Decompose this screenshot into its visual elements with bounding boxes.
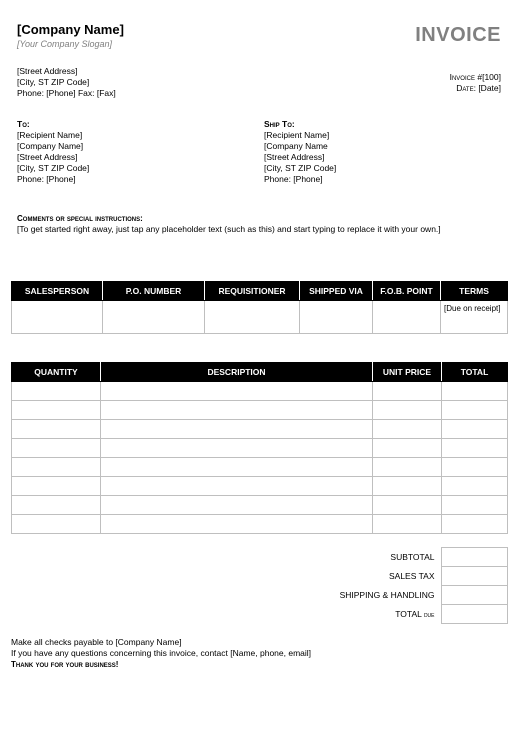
shipping-label: SHIPPING & HANDLING: [339, 590, 435, 600]
shipping-value[interactable]: [441, 586, 507, 605]
header-total: TOTAL: [442, 363, 508, 382]
line-total-cell[interactable]: [442, 382, 508, 401]
ship-to-phone: Phone: [Phone]: [264, 174, 323, 184]
invoice-number-line: [450, 72, 501, 83]
description-cell[interactable]: [101, 382, 373, 401]
description-cell[interactable]: [101, 401, 373, 420]
header-fob-point: F.O.B. POINT: [373, 282, 441, 301]
totals-table: [11, 547, 508, 624]
unit-price-cell[interactable]: [373, 439, 442, 458]
description-cell[interactable]: [101, 458, 373, 477]
item-row: [12, 458, 508, 477]
header-quantity: QUANTITY: [12, 363, 101, 382]
ship-to-city: [City, ST ZIP Code]: [264, 163, 337, 173]
line-total-cell[interactable]: [442, 439, 508, 458]
description-cell[interactable]: [101, 420, 373, 439]
quantity-cell[interactable]: [12, 420, 101, 439]
footer-thank-you: Thank you for your business!: [11, 660, 119, 669]
unit-price-cell[interactable]: [373, 382, 442, 401]
line-total-cell[interactable]: [442, 458, 508, 477]
bill-to-city: [City, ST ZIP Code]: [17, 163, 90, 173]
bill-to-label: To:: [17, 119, 30, 129]
quantity-cell[interactable]: [12, 439, 101, 458]
header-description: DESCRIPTION: [101, 363, 373, 382]
shipping-row: [11, 586, 507, 605]
unit-price-cell[interactable]: [373, 401, 442, 420]
line-total-cell[interactable]: [442, 477, 508, 496]
description-cell[interactable]: [101, 496, 373, 515]
bill-to-street: [Street Address]: [17, 152, 78, 162]
unit-price-cell[interactable]: [373, 496, 442, 515]
line-total-cell[interactable]: [442, 496, 508, 515]
invoice-date-label: Date:: [456, 83, 476, 93]
bill-to-recipient: [Recipient Name]: [17, 130, 83, 140]
bill-to-phone: Phone: [Phone]: [17, 174, 76, 184]
address-phone: Phone: [Phone] Fax: [Fax]: [17, 88, 116, 98]
description-cell[interactable]: [101, 515, 373, 534]
unit-price-cell[interactable]: [373, 477, 442, 496]
line-items-table: [11, 362, 508, 534]
line-total-cell[interactable]: [442, 515, 508, 534]
address-city: [City, ST ZIP Code]: [17, 77, 90, 87]
address-street: [Street Address]: [17, 66, 78, 76]
description-cell[interactable]: [101, 439, 373, 458]
items-header-row: [12, 363, 508, 382]
header-po-number: P.O. NUMBER: [103, 282, 205, 301]
total-due-suffix: due: [423, 612, 435, 619]
item-row: [12, 515, 508, 534]
header-unit-price: UNIT PRICE: [373, 363, 442, 382]
quantity-cell[interactable]: [12, 458, 101, 477]
total-due-row: [11, 605, 507, 624]
subtotal-label: SUBTOTAL: [390, 552, 435, 562]
header-terms: TERMS: [441, 282, 508, 301]
invoice-number[interactable]: #[100]: [477, 72, 501, 82]
description-cell[interactable]: [101, 477, 373, 496]
salesperson-cell[interactable]: [12, 301, 103, 334]
comments-block[interactable]: [17, 213, 441, 235]
invoice-meta: [450, 72, 501, 94]
invoice-title: INVOICE: [415, 24, 501, 46]
quantity-cell[interactable]: [12, 401, 101, 420]
sales-tax-value[interactable]: [441, 567, 507, 586]
quantity-cell[interactable]: [12, 496, 101, 515]
company-address[interactable]: [17, 66, 116, 99]
fob-point-cell[interactable]: [373, 301, 441, 334]
line-total-cell[interactable]: [442, 420, 508, 439]
subtotal-row: [11, 548, 507, 567]
bill-to-block[interactable]: [17, 119, 89, 185]
order-header-row: [12, 282, 508, 301]
sales-tax-label: SALES TAX: [388, 571, 435, 581]
footer-contact: If you have any questions concerning this invoice, contact [Name, phone, email]: [11, 648, 312, 658]
unit-price-cell[interactable]: [373, 458, 442, 477]
requisitioner-cell[interactable]: [205, 301, 300, 334]
footer-checks-payable: Make all checks payable to [Company Name]: [11, 637, 182, 647]
invoice-number-label: Invoice: [449, 72, 475, 82]
ship-to-recipient: [Recipient Name]: [264, 130, 330, 140]
total-label: TOTAL: [395, 609, 422, 619]
comments-text: [To get started right away, just tap any placeholder text (such as this) and start typing to replace it with your own.]: [17, 224, 441, 234]
line-total-cell[interactable]: [442, 401, 508, 420]
header-shipped-via: SHIPPED VIA: [300, 282, 373, 301]
item-row: [12, 420, 508, 439]
item-row: [12, 477, 508, 496]
order-info-table: [11, 281, 508, 334]
unit-price-cell[interactable]: [373, 515, 442, 534]
item-row: [12, 496, 508, 515]
header-salesperson: SALESPERSON: [12, 282, 103, 301]
item-row: [12, 401, 508, 420]
total-due-label-cell: [11, 605, 441, 624]
order-data-row: [12, 301, 508, 334]
ship-to-street: [Street Address]: [264, 152, 325, 162]
footer-notes[interactable]: [11, 637, 311, 670]
quantity-cell[interactable]: [12, 477, 101, 496]
unit-price-cell[interactable]: [373, 420, 442, 439]
quantity-cell[interactable]: [12, 515, 101, 534]
terms-cell[interactable]: [Due on receipt]: [441, 301, 508, 334]
item-row: [12, 382, 508, 401]
po-number-cell[interactable]: [103, 301, 205, 334]
ship-to-company: [Company Name: [264, 141, 328, 151]
item-row: [12, 439, 508, 458]
quantity-cell[interactable]: [12, 382, 101, 401]
invoice-date[interactable]: [Date]: [478, 83, 501, 93]
invoice-date-line: [450, 83, 501, 94]
company-slogan[interactable]: [Your Company Slogan]: [17, 39, 113, 49]
ship-to-block[interactable]: [264, 119, 336, 185]
sales-tax-row: [11, 567, 507, 586]
ship-to-label: Ship To:: [264, 119, 295, 129]
company-name[interactable]: [Company Name]: [17, 22, 124, 37]
header-requisitioner: REQUISITIONER: [205, 282, 300, 301]
comments-label: Comments or special instructions:: [17, 214, 143, 223]
subtotal-value[interactable]: [441, 548, 507, 567]
total-due-value[interactable]: [441, 605, 507, 624]
shipped-via-cell[interactable]: [300, 301, 373, 334]
bill-to-company: [Company Name]: [17, 141, 84, 151]
